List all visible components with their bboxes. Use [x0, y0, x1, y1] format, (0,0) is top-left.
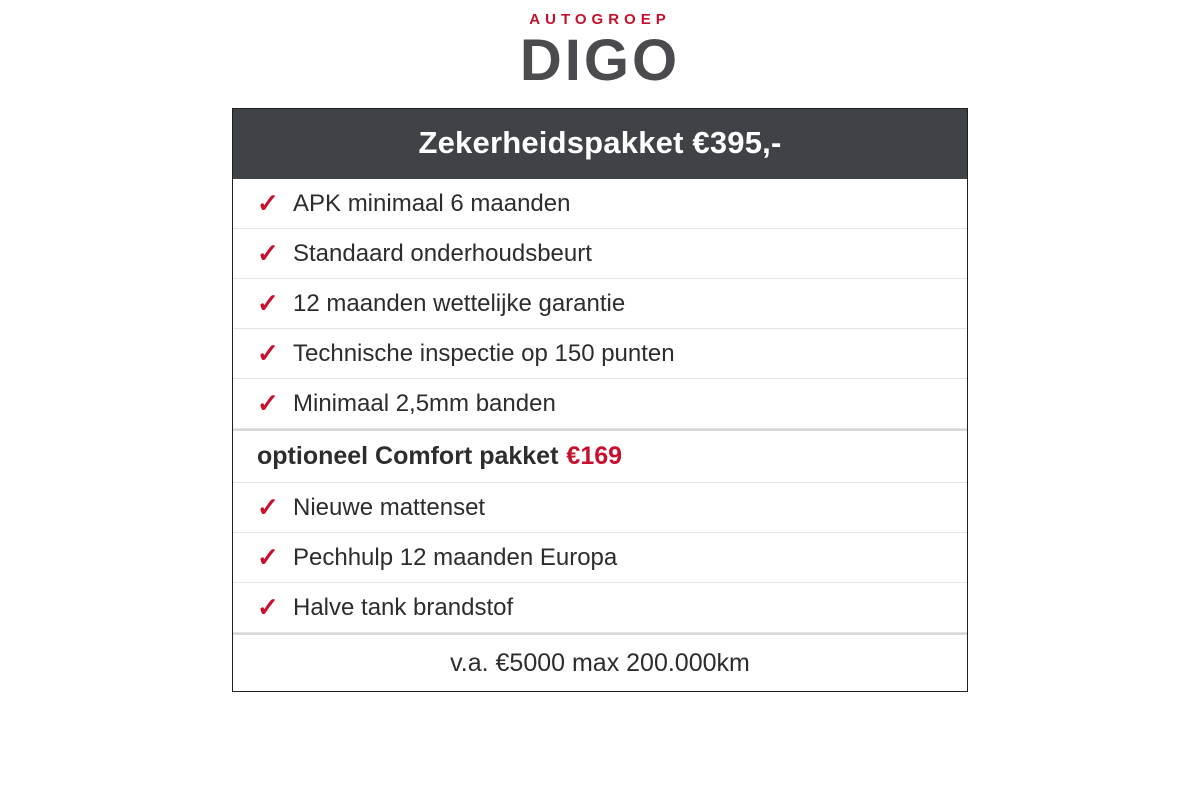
- list-item-label: APK minimaal 6 maanden: [293, 189, 571, 217]
- check-icon: ✓: [257, 541, 279, 572]
- list-item: [233, 229, 967, 279]
- check-icon: ✓: [257, 287, 279, 318]
- check-icon: ✓: [257, 187, 279, 218]
- list-item-label: Standaard onderhoudsbeurt: [293, 239, 592, 267]
- check-icon: ✓: [257, 491, 279, 522]
- check-icon: ✓: [257, 237, 279, 268]
- list-item-label: Minimaal 2,5mm banden: [293, 389, 556, 417]
- card-footer: [233, 633, 967, 691]
- list-item: [233, 329, 967, 379]
- list-item-label: Technische inspectie op 150 punten: [293, 339, 675, 367]
- optional-section-price: €169: [566, 442, 623, 470]
- optional-section-header: [233, 429, 967, 483]
- card-header-title: Zekerheidspakket €395,-: [233, 109, 967, 179]
- package-card: [232, 108, 968, 692]
- brand-top-line: AUTOGROEP: [529, 11, 671, 28]
- list-item: [233, 533, 967, 583]
- check-icon: ✓: [257, 387, 279, 418]
- optional-section-title: optioneel Comfort pakket: [257, 442, 559, 470]
- list-item-label: Nieuwe mattenset: [293, 493, 486, 521]
- check-icon: ✓: [257, 591, 279, 622]
- list-item-label: Halve tank brandstof: [293, 593, 514, 621]
- list-item-label: 12 maanden wettelijke garantie: [293, 289, 626, 317]
- footer-note: v.a. €5000 max 200.000km: [450, 648, 750, 677]
- list-item-label: Pechhulp 12 maanden Europa: [293, 543, 618, 571]
- check-icon: ✓: [257, 337, 279, 368]
- brand-name: DIGO: [519, 27, 681, 93]
- list-item: [233, 583, 967, 633]
- brand-header: [0, 0, 1200, 91]
- list-item: [233, 379, 967, 429]
- package-item-list: [233, 179, 967, 691]
- list-item: [233, 279, 967, 329]
- list-item: [233, 179, 967, 229]
- list-item: [233, 483, 967, 533]
